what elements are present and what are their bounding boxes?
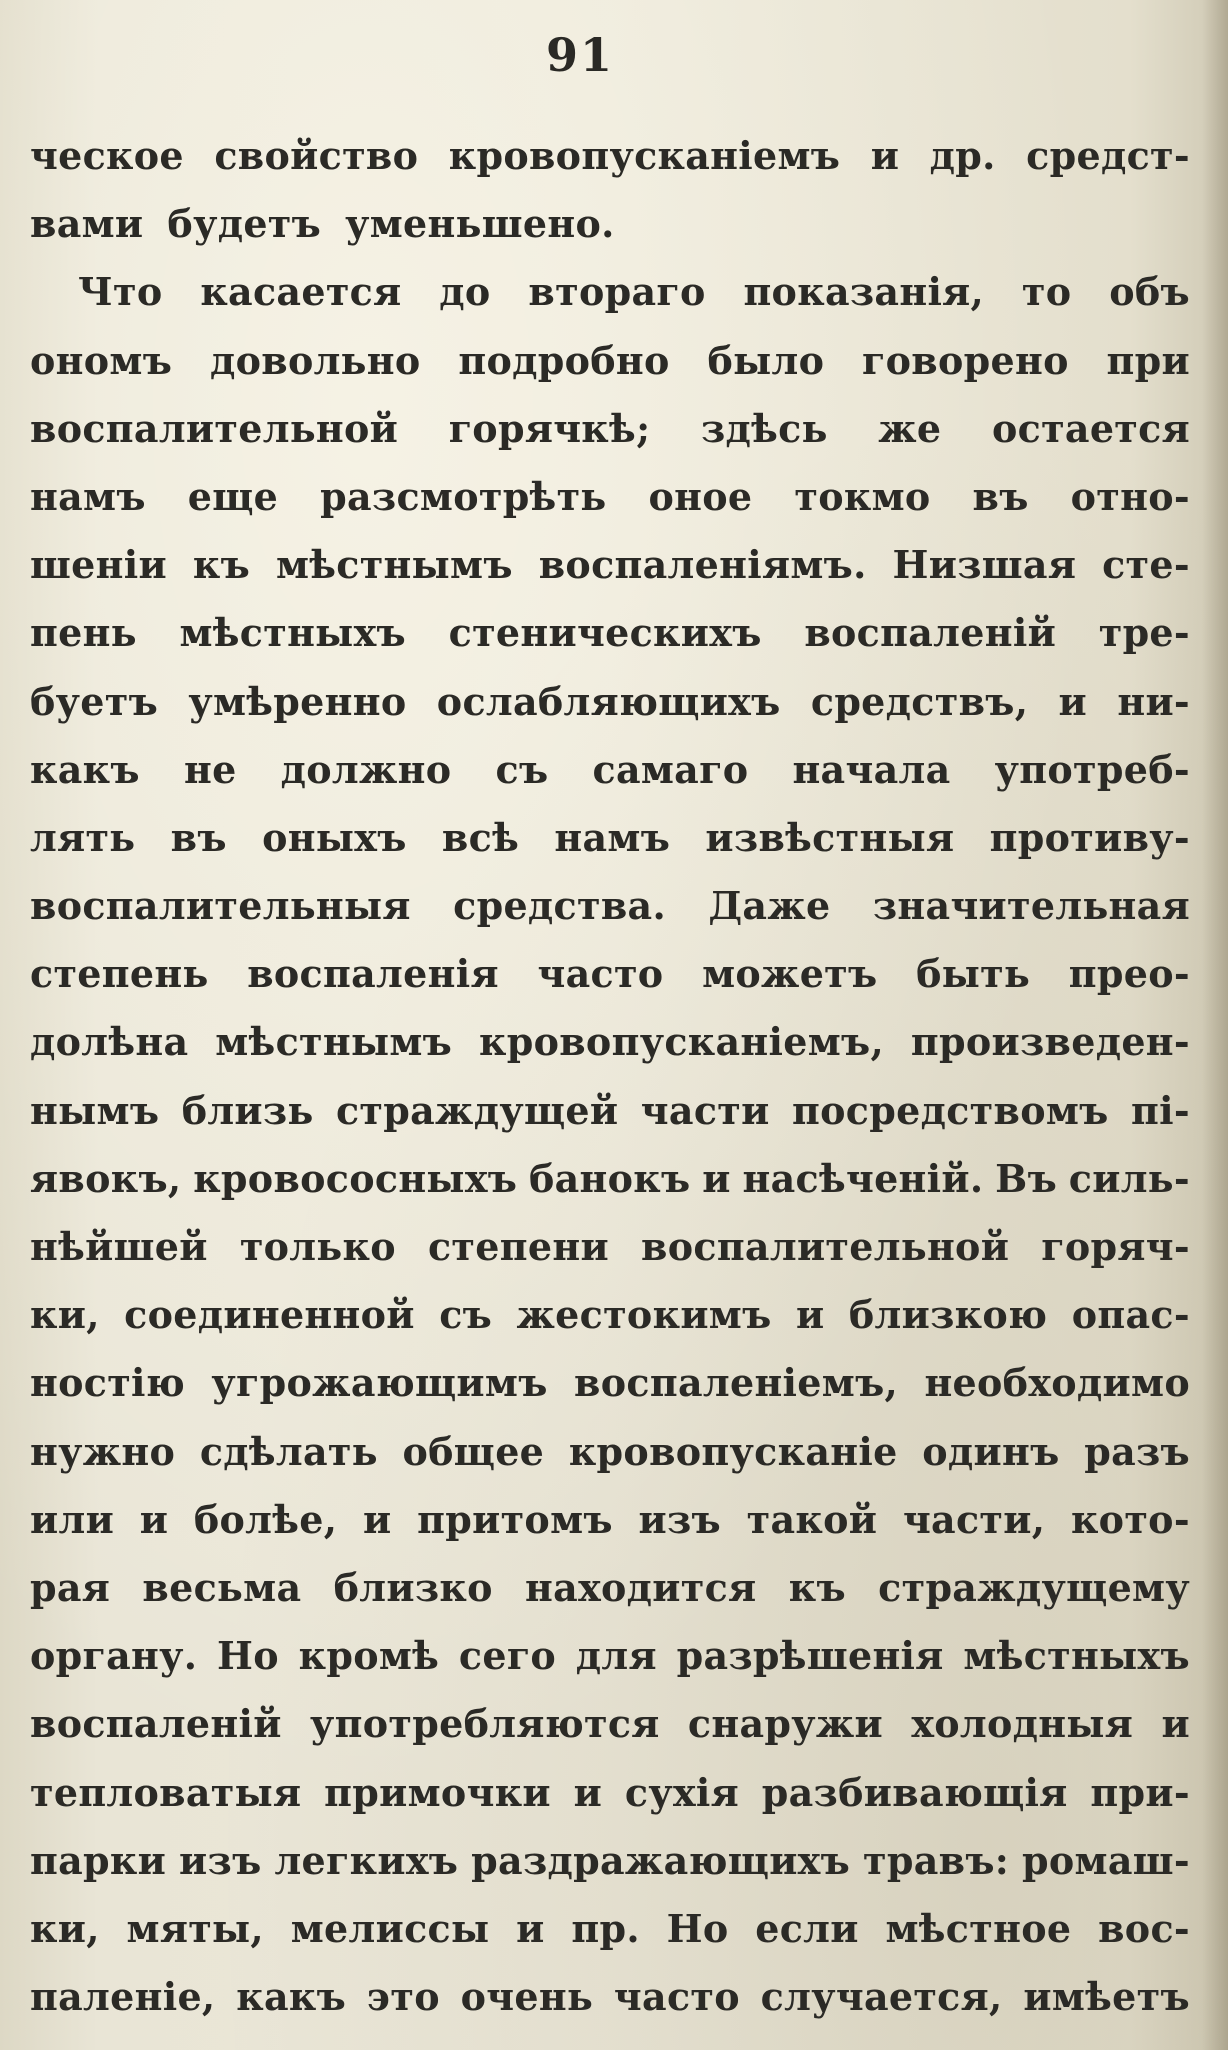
word: для	[575, 1633, 657, 1679]
word: къ	[788, 1564, 846, 1610]
word: при	[1106, 337, 1190, 383]
word: близко	[333, 1564, 493, 1610]
word: средст-	[1026, 133, 1190, 178]
word: съ	[495, 746, 549, 792]
text-line	[30, 1077, 1190, 1145]
word: кромѣ	[298, 1633, 440, 1679]
word: съ	[439, 1292, 493, 1338]
word: оныхъ	[262, 814, 407, 860]
word: и	[139, 1496, 169, 1542]
word: и	[573, 1769, 603, 1815]
text-line	[30, 1349, 1190, 1417]
word: одинъ	[922, 1428, 1060, 1474]
word: значительная	[872, 883, 1190, 929]
word: стеническихъ	[448, 610, 762, 656]
word: кровопусканіемъ	[448, 133, 841, 178]
word: свойство	[214, 133, 419, 178]
text-line	[30, 1008, 1190, 1076]
word: ческое	[30, 133, 184, 178]
word: касается	[200, 269, 402, 315]
word: части,	[902, 1496, 1046, 1542]
word: мяты,	[126, 1905, 264, 1951]
page-edge-shadow	[1202, 0, 1228, 2050]
word: легкихъ	[274, 1837, 459, 1883]
word: часто	[537, 951, 664, 997]
word: средства.	[453, 883, 666, 929]
word: вами	[30, 201, 144, 247]
word: и	[362, 1496, 392, 1542]
word: парки	[30, 1837, 167, 1883]
word: посредствомъ	[792, 1087, 1109, 1133]
word: довольно	[209, 337, 421, 383]
word: противу-	[989, 814, 1190, 860]
page-number: 91	[545, 28, 614, 82]
word: близь	[181, 1087, 314, 1133]
word: болѣе,	[193, 1496, 338, 1542]
word: долѣна	[30, 1019, 189, 1065]
word: пень	[30, 610, 137, 656]
text-line	[30, 1486, 1190, 1554]
word: степени	[427, 1224, 609, 1269]
word: буетъ	[30, 678, 159, 724]
word: случается,	[760, 1974, 1003, 2020]
word: близкою	[848, 1292, 1048, 1338]
word: имѣетъ	[1023, 1974, 1190, 2020]
word: мѣстное	[885, 1905, 1072, 1951]
word: средствъ,	[810, 678, 1029, 724]
word: степень	[30, 951, 209, 997]
word: къ	[192, 542, 251, 588]
word: и	[516, 1905, 545, 1951]
word: насѣченій.	[742, 1155, 984, 1201]
word: какъ	[236, 1974, 347, 2020]
word: прео-	[1068, 951, 1190, 997]
word: и	[1161, 1701, 1190, 1747]
word: отно-	[1070, 473, 1190, 519]
word: и	[702, 1155, 731, 1201]
word: сего	[458, 1633, 557, 1679]
word: мѣстныхъ	[179, 610, 406, 656]
word: только	[239, 1224, 396, 1269]
word: ки,	[30, 1292, 100, 1338]
word: это	[366, 1974, 440, 2020]
word: ки,	[30, 1905, 100, 1951]
word: пі-	[1131, 1087, 1190, 1133]
word: жестокимъ	[516, 1292, 772, 1338]
word: оное	[648, 473, 753, 519]
text-line	[30, 599, 1190, 667]
word: рая	[30, 1564, 111, 1610]
word: разъ	[1084, 1428, 1190, 1474]
word: снаружи	[687, 1701, 884, 1747]
word: остается	[991, 405, 1190, 451]
word: намъ	[30, 473, 146, 519]
word: же	[878, 405, 942, 451]
word: воспалительной	[30, 405, 399, 451]
word: раздражающихъ	[471, 1837, 851, 1883]
word: разрѣшенія	[676, 1633, 944, 1679]
word: соединенной	[124, 1292, 415, 1338]
word: кото-	[1070, 1496, 1190, 1542]
text-line	[30, 1895, 1190, 1963]
word: др.	[929, 133, 996, 178]
word: токмо	[794, 473, 931, 519]
text-line	[30, 1827, 1190, 1895]
text-line	[30, 190, 1190, 258]
text-line	[30, 1418, 1190, 1486]
word: объ	[1109, 269, 1190, 315]
text-line	[30, 1554, 1190, 1622]
word: показанія,	[743, 269, 985, 315]
word: горячкѣ;	[448, 405, 651, 451]
word: кровопусканіе	[568, 1428, 898, 1474]
word: подробно	[458, 337, 670, 383]
word: намъ	[554, 814, 671, 860]
word: примочки	[324, 1769, 551, 1815]
word: воспаленіямъ.	[538, 542, 867, 588]
word: извѣстныя	[705, 814, 955, 860]
word: Даже	[708, 883, 831, 929]
text-line	[30, 122, 1190, 190]
word: и	[1058, 678, 1088, 724]
word: умѣренно	[188, 678, 407, 724]
text-line	[30, 395, 1190, 463]
word: очень	[460, 1974, 594, 2020]
word: изъ	[179, 1837, 262, 1883]
text-line	[30, 258, 1190, 326]
word: ностію	[30, 1360, 186, 1406]
word: въ	[972, 473, 1029, 519]
word: необходимо	[924, 1360, 1190, 1406]
word: силь-	[1068, 1155, 1190, 1201]
word: здѣсь	[700, 405, 828, 451]
word: ромаш-	[1022, 1837, 1190, 1883]
word: части	[640, 1087, 770, 1133]
word: нѣйшей	[30, 1224, 208, 1269]
text-line	[30, 736, 1190, 804]
text-line	[30, 531, 1190, 599]
text-line	[30, 1690, 1190, 1758]
word: горяч-	[1041, 1224, 1190, 1269]
word: общее	[402, 1428, 545, 1474]
word: употреб-	[994, 746, 1190, 792]
word: если	[755, 1905, 859, 1951]
word: мѣстнымъ	[275, 542, 513, 588]
word: мелиссы	[290, 1905, 490, 1951]
word: часто	[613, 1974, 740, 2020]
text-line	[30, 1759, 1190, 1827]
word: тре-	[1098, 610, 1190, 656]
word: опас-	[1071, 1292, 1190, 1338]
word: паленіе,	[30, 1974, 216, 2020]
word: сухія	[624, 1769, 740, 1815]
word: такой	[746, 1496, 878, 1542]
text-line	[30, 1622, 1190, 1690]
word: нужно	[30, 1428, 176, 1474]
word: употребляются	[310, 1701, 660, 1747]
word: ослабляющихъ	[436, 678, 781, 724]
text-line	[30, 804, 1190, 872]
word: можетъ	[702, 951, 878, 997]
word: кровопусканіемъ,	[478, 1019, 885, 1065]
word: уменьшено.	[345, 201, 615, 247]
word: начала	[792, 746, 951, 792]
text-line	[30, 327, 1190, 395]
word: весьма	[142, 1564, 302, 1610]
word: органу.	[30, 1633, 198, 1679]
word: разбивающія	[761, 1769, 1068, 1815]
word: говорено	[862, 337, 1069, 383]
text-line	[30, 872, 1190, 940]
word: всѣ	[441, 814, 520, 860]
word: шеніи	[30, 542, 167, 588]
word: до	[439, 269, 491, 315]
word: разсмотрѣть	[320, 473, 607, 519]
word: вос-	[1098, 1905, 1190, 1951]
word: нымъ	[30, 1087, 160, 1133]
word: не	[183, 746, 237, 792]
word: воспаленія	[247, 951, 499, 997]
word: быть	[916, 951, 1031, 997]
word: будетъ	[167, 201, 322, 247]
word: произведен-	[910, 1019, 1190, 1065]
word: травъ:	[863, 1837, 1010, 1883]
word: ни-	[1117, 678, 1190, 724]
word: страждущему	[878, 1564, 1190, 1610]
word: банокъ	[528, 1155, 691, 1201]
word: Низшая	[892, 542, 1077, 588]
word: воспаленій	[30, 1701, 282, 1747]
word: Въ	[995, 1155, 1058, 1201]
word: самаго	[592, 746, 749, 792]
word: ономъ	[30, 337, 173, 383]
word: изъ	[638, 1496, 721, 1542]
text-line	[30, 1963, 1190, 2031]
word: Что	[78, 269, 163, 315]
word: пр.	[571, 1905, 640, 1951]
word: Но	[666, 1905, 729, 1951]
word: какъ	[30, 746, 140, 792]
word: и	[795, 1292, 825, 1338]
word: воспаленіемъ,	[574, 1360, 899, 1406]
word: въ	[170, 814, 227, 860]
word: сдѣлать	[199, 1428, 378, 1474]
text-line	[30, 1145, 1190, 1213]
word: кровососныхъ	[193, 1155, 518, 1201]
word: было	[707, 337, 825, 383]
text-line	[30, 1281, 1190, 1349]
word: угрожающимъ	[211, 1360, 548, 1406]
text-line	[30, 668, 1190, 736]
text-line	[30, 1213, 1190, 1281]
body-text	[30, 122, 1190, 2031]
word: тепловатыя	[30, 1769, 302, 1815]
word: втораго	[528, 269, 706, 315]
word: и	[870, 133, 900, 178]
word: воспаленій	[804, 610, 1057, 656]
word: при-	[1090, 1769, 1190, 1815]
word: мѣстныхъ	[963, 1633, 1190, 1679]
word: холодныя	[911, 1701, 1134, 1747]
word: или	[30, 1496, 115, 1542]
text-line	[30, 463, 1190, 531]
word: Но	[217, 1633, 279, 1679]
word: воспалительной	[641, 1224, 1010, 1269]
word: лять	[30, 814, 136, 860]
word: мѣстнымъ	[215, 1019, 453, 1065]
word: находится	[525, 1564, 757, 1610]
word: то	[1021, 269, 1072, 315]
word: еще	[187, 473, 279, 519]
word: страждущей	[335, 1087, 619, 1133]
word: притомъ	[417, 1496, 613, 1542]
text-line	[30, 940, 1190, 1008]
word: явокъ,	[30, 1155, 182, 1201]
word: должно	[280, 746, 452, 792]
word: сте-	[1102, 542, 1190, 588]
word: воспалительныя	[30, 883, 411, 929]
